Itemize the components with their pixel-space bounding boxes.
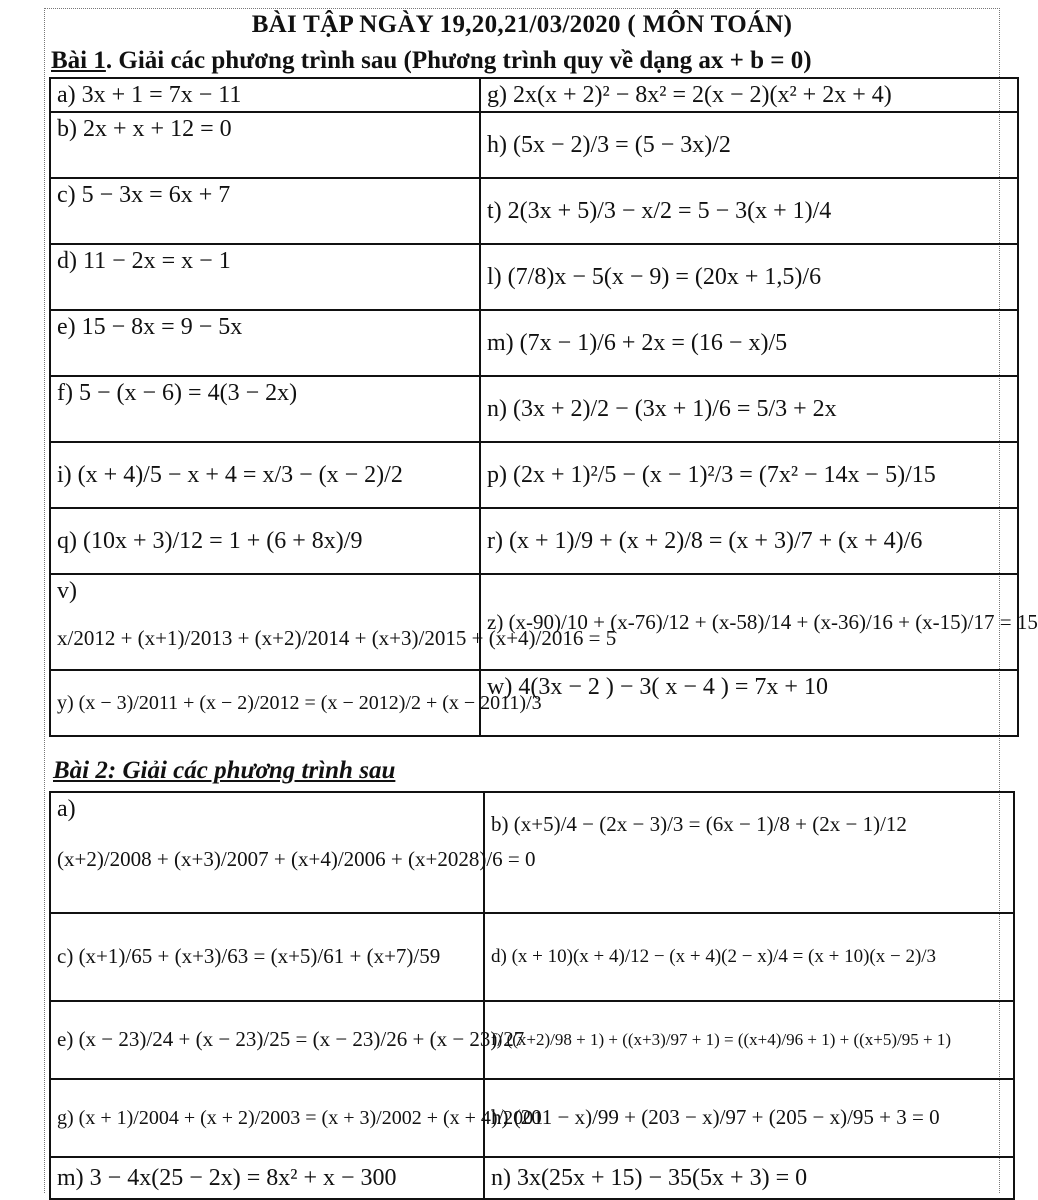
equation-a: a) 3x + 1 = 7x − 11 <box>50 78 480 112</box>
exercise-2-table <box>49 791 1015 1200</box>
table-row <box>50 792 1014 913</box>
equation-p: p) (2x + 1)²/5 − (x − 1)²/3 = (7x² − 14x − 5)/15 <box>480 442 1018 508</box>
equation-v-cell <box>50 574 617 670</box>
table-row <box>50 913 1014 1001</box>
equation-2n: n) 3x(25x + 15) − 35(5x + 3) = 0 <box>484 1157 1014 1199</box>
exercise-1-table <box>49 77 1038 737</box>
table-row <box>50 376 1018 442</box>
equation-f: f) 5 − (x − 6) = 4(3 − 2x) <box>50 376 480 442</box>
exercise-2-heading <box>53 757 395 785</box>
equation-2d: d) (x + 10)(x + 4)/12 − (x + 4)(2 − x)/4 = (x + 10)(x − 2)/3 <box>484 913 1014 1001</box>
equation-2a-cell <box>50 792 536 913</box>
page-title: BÀI TẬP NGÀY 19,20,21/03/2020 ( MÔN TOÁN) <box>251 11 793 38</box>
equation-w: w) 4(3x − 2 ) − 3( x − 4 ) = 7x + 10 <box>480 670 1018 736</box>
equation-n: n) (3x + 2)/2 − (3x + 1)/6 = 5/3 + 2x <box>480 376 1018 442</box>
equation-l: l) (7/8)x − 5(x − 9) = (20x + 1,5)/6 <box>480 244 1018 310</box>
exercise-1-label: Bài 1 <box>51 47 106 74</box>
equation-y: y) (x − 3)/2011 + (x − 2)/2012 = (x − 2012)/2 + (x − 2011)/3 <box>50 670 480 736</box>
equation-2b: b) (x+5)/4 − (2x − 3)/3 = (6x − 1)/8 + (2x − 1)/12 <box>484 792 1014 913</box>
exercise-2-label: Bài 2: Giải các phương trình sau <box>53 757 396 784</box>
table-row <box>50 244 1018 310</box>
equation-b: b) 2x + x + 12 = 0 <box>50 112 480 178</box>
table-row <box>50 1079 1014 1157</box>
equation-v-label: v) <box>57 578 77 605</box>
table-row <box>50 112 1018 178</box>
equation-2e: e) (x − 23)/24 + (x − 23)/25 = (x − 23)/26 + (x − 23)/27 <box>50 1001 484 1079</box>
table-row <box>50 178 1018 244</box>
equation-2c: c) (x+1)/65 + (x+3)/63 = (x+5)/61 + (x+7)/59 <box>50 913 484 1001</box>
exercise-1-heading <box>51 47 812 75</box>
equation-2f: f) ((x+2)/98 + 1) + ((x+3)/97 + 1) = ((x+4)/96 + 1) + ((x+5)/95 + 1) <box>484 1001 1014 1079</box>
equation-2a-label: a) <box>57 796 76 822</box>
equation-z: z) (x-90)/10 + (x-76)/12 + (x-58)/14 + (x-36)/16 + (x-15)/17 = 15 <box>480 574 1018 670</box>
equation-2m: m) 3 − 4x(25 − 2x) = 8x² + x − 300 <box>50 1157 484 1199</box>
equation-d: d) 11 − 2x = x − 1 <box>50 244 480 310</box>
equation-v: x/2012 + (x+1)/2013 + (x+2)/2014 + (x+3)/2015 + (x+4)/2016 = 5 <box>57 625 617 650</box>
table-row <box>50 574 1018 670</box>
equation-r: r) (x + 1)/9 + (x + 2)/8 = (x + 3)/7 + (x + 4)/6 <box>480 508 1018 574</box>
equation-c: c) 5 − 3x = 6x + 7 <box>50 178 480 244</box>
equation-i: i) (x + 4)/5 − x + 4 = x/3 − (x − 2)/2 <box>50 442 480 508</box>
equation-h: h) (5x − 2)/3 = (5 − 3x)/2 <box>480 112 1018 178</box>
table-row <box>50 442 1018 508</box>
table-row <box>50 78 1018 112</box>
equation-2a: (x+2)/2008 + (x+3)/2007 + (x+4)/2006 + (x+2028)/6 = 0 <box>57 847 536 872</box>
equation-e: e) 15 − 8x = 9 − 5x <box>50 310 480 376</box>
exercise-1-text: . Giải các phương trình sau (Phương trình quy về dạng ax + b = 0) <box>105 47 812 74</box>
equation-t: t) 2(3x + 5)/3 − x/2 = 5 − 3(x + 1)/4 <box>480 178 1018 244</box>
table-row <box>50 670 1018 736</box>
table-row <box>50 508 1018 574</box>
equation-2g: g) (x + 1)/2004 + (x + 2)/2003 = (x + 3)/2002 + (x + 4)/2001 <box>50 1079 484 1157</box>
worksheet-page <box>44 8 1038 1193</box>
equation-m: m) (7x − 1)/6 + 2x = (16 − x)/5 <box>480 310 1018 376</box>
equation-2h: h) (201 − x)/99 + (203 − x)/97 + (205 − x)/95 + 3 = 0 <box>484 1079 1014 1157</box>
table-row <box>50 1001 1014 1079</box>
equation-g: g) 2x(x + 2)² − 8x² = 2(x − 2)(x² + 2x + 4) <box>480 78 1018 112</box>
table-row <box>50 310 1018 376</box>
table-row <box>50 1157 1014 1199</box>
equation-q: q) (10x + 3)/12 = 1 + (6 + 8x)/9 <box>50 508 480 574</box>
